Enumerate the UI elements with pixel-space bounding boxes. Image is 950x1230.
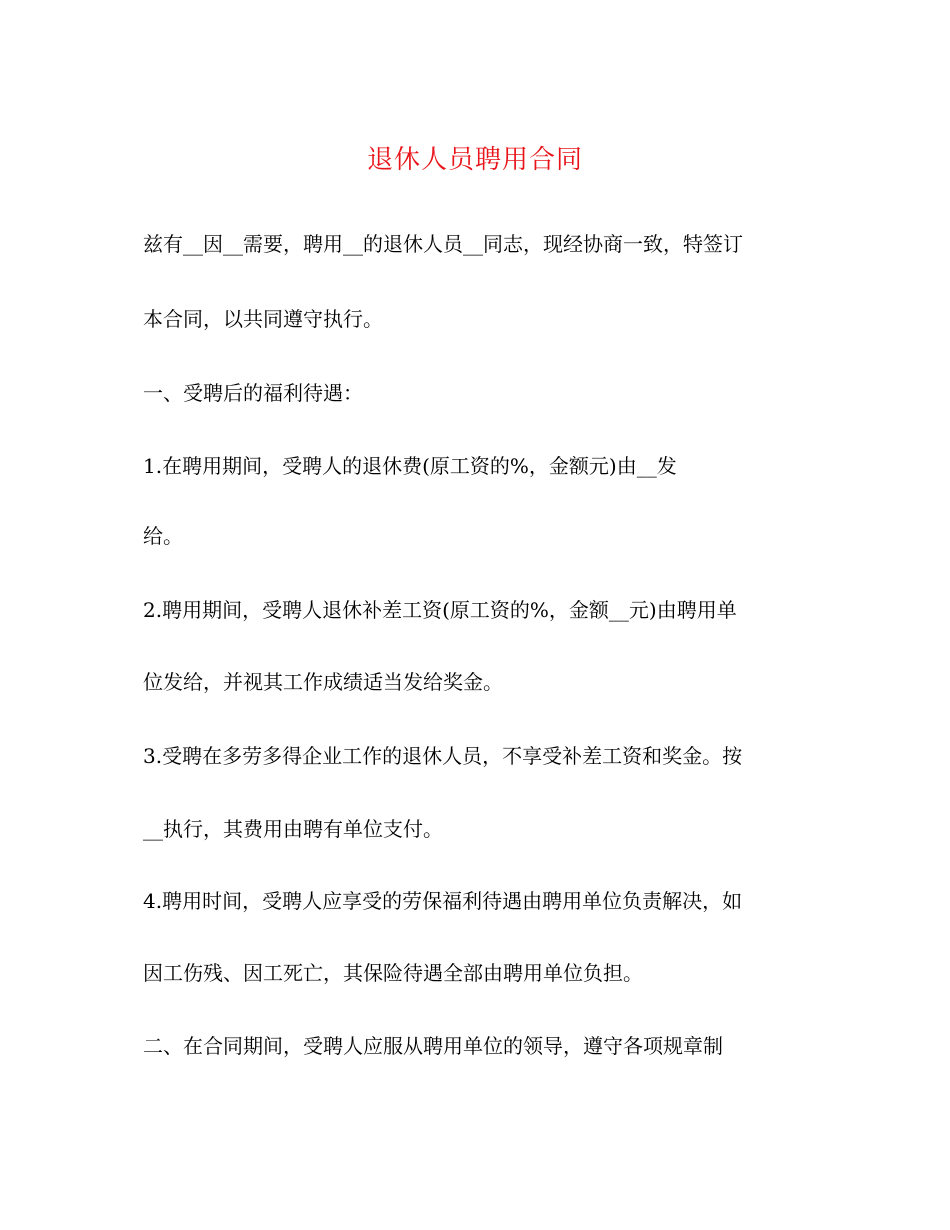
body-line: 给。 — [143, 524, 183, 548]
body-line: 本合同，以共同遵守执行。 — [143, 307, 383, 331]
body-line: __执行，其费用由聘有单位支付。 — [143, 817, 443, 841]
body-line: 因工伤残、因工死亡，其保险待遇全部由聘用单位负担。 — [143, 961, 643, 985]
body-line: 位发给，并视其工作成绩适当发给奖金。 — [143, 670, 503, 694]
body-line: 兹有__因__需要，聘用__的退休人员__同志，现经协商一致，特签订 — [143, 232, 743, 256]
body-line: 一、受聘后的福利待遇： — [143, 381, 363, 405]
body-line: 3.受聘在多劳多得企业工作的退休人员，不享受补差工资和奖金。按 — [143, 744, 743, 768]
body-line: 2.聘用期间，受聘人退休补差工资(原工资的%，金额__元)由聘用单 — [143, 598, 737, 622]
body-line: 1.在聘用期间，受聘人的退休费(原工资的%，金额元)由__发 — [143, 454, 677, 478]
body-line: 4.聘用时间，受聘人应享受的劳保福利待遇由聘用单位负责解决，如 — [143, 889, 743, 913]
document-title: 退休人员聘用合同 — [366, 145, 583, 175]
body-line: 二、在合同期间，受聘人应服从聘用单位的领导，遵守各项规章制 — [143, 1034, 723, 1058]
